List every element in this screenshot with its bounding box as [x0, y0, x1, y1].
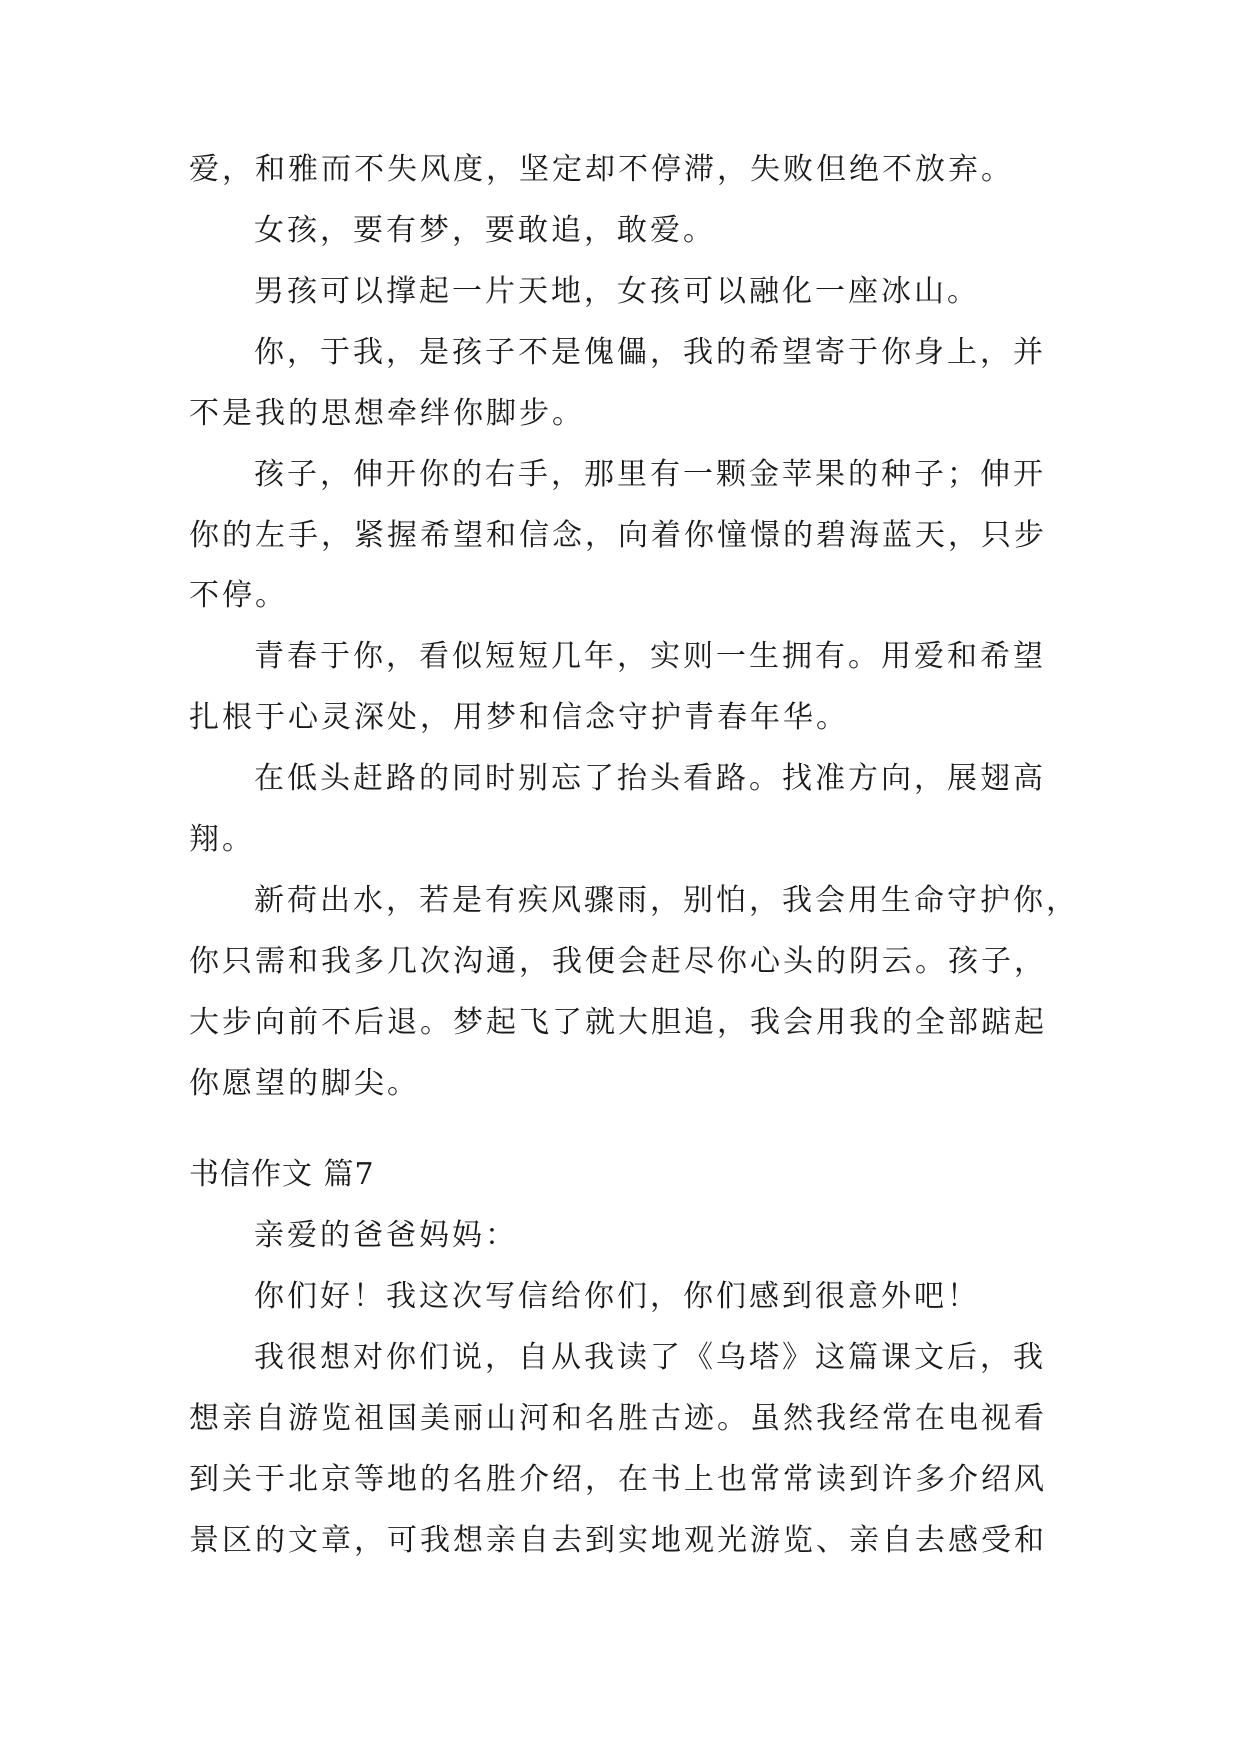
text-line: 不停。 — [189, 578, 288, 613]
text-line: 青春于你，看似短短几年，实则一生拥有。用爱和希望 — [254, 639, 1046, 674]
salutation: 亲爱的爸爸妈妈： — [254, 1218, 518, 1253]
text-line: 扎根于心灵深处，用梦和信念守护青春年华。 — [189, 700, 849, 735]
text-line: 新荷出水，若是有疾风骤雨，别怕，我会用生命守护你， — [254, 883, 1079, 918]
text-line: 你的左手，紧握希望和信念，向着你憧憬的碧海蓝天，只步 — [189, 518, 1047, 553]
text-line: 翔。 — [189, 822, 255, 857]
text-line: 大步向前不后退。梦起飞了就大胆追，我会用我的全部踮起 — [189, 1005, 1047, 1040]
text-line: 想亲自游览祖国美丽山河和名胜古迹。虽然我经常在电视看 — [189, 1401, 1047, 1436]
text-line: 爱，和雅而不失风度，坚定却不停滞，失败但绝不放弃。 — [189, 152, 1014, 187]
text-line: 你愿望的脚尖。 — [189, 1066, 420, 1101]
text-line: 你们好！我这次写信给你们，你们感到很意外吧！ — [254, 1279, 980, 1314]
text-line: 你只需和我多几次沟通，我便会赶尽你心头的阴云。孩子， — [189, 944, 1047, 979]
text-line: 孩子，伸开你的右手，那里有一颗金苹果的种子；伸开 — [254, 457, 1046, 492]
text-line: 在低头赶路的同时别忘了抬头看路。找准方向，展翅高 — [254, 761, 1046, 796]
text-line: 不是我的思想牵绊你脚步。 — [189, 396, 585, 431]
text-line: 景区的文章，可我想亲自去到实地观光游览、亲自去感受和 — [189, 1523, 1047, 1558]
section-heading: 书信作文 篇7 — [189, 1157, 375, 1192]
text-line: 到关于北京等地的名胜介绍，在书上也常常读到许多介绍风 — [189, 1462, 1047, 1497]
text-line: 我很想对你们说，自从我读了《乌塔》这篇课文后，我 — [254, 1340, 1046, 1375]
text-line: 你，于我，是孩子不是傀儡，我的希望寄于你身上，并 — [254, 335, 1046, 370]
text-line: 男孩可以撑起一片天地，女孩可以融化一座冰山。 — [254, 274, 980, 309]
text-line: 女孩，要有梦，要敢追，敢爱。 — [254, 213, 716, 248]
